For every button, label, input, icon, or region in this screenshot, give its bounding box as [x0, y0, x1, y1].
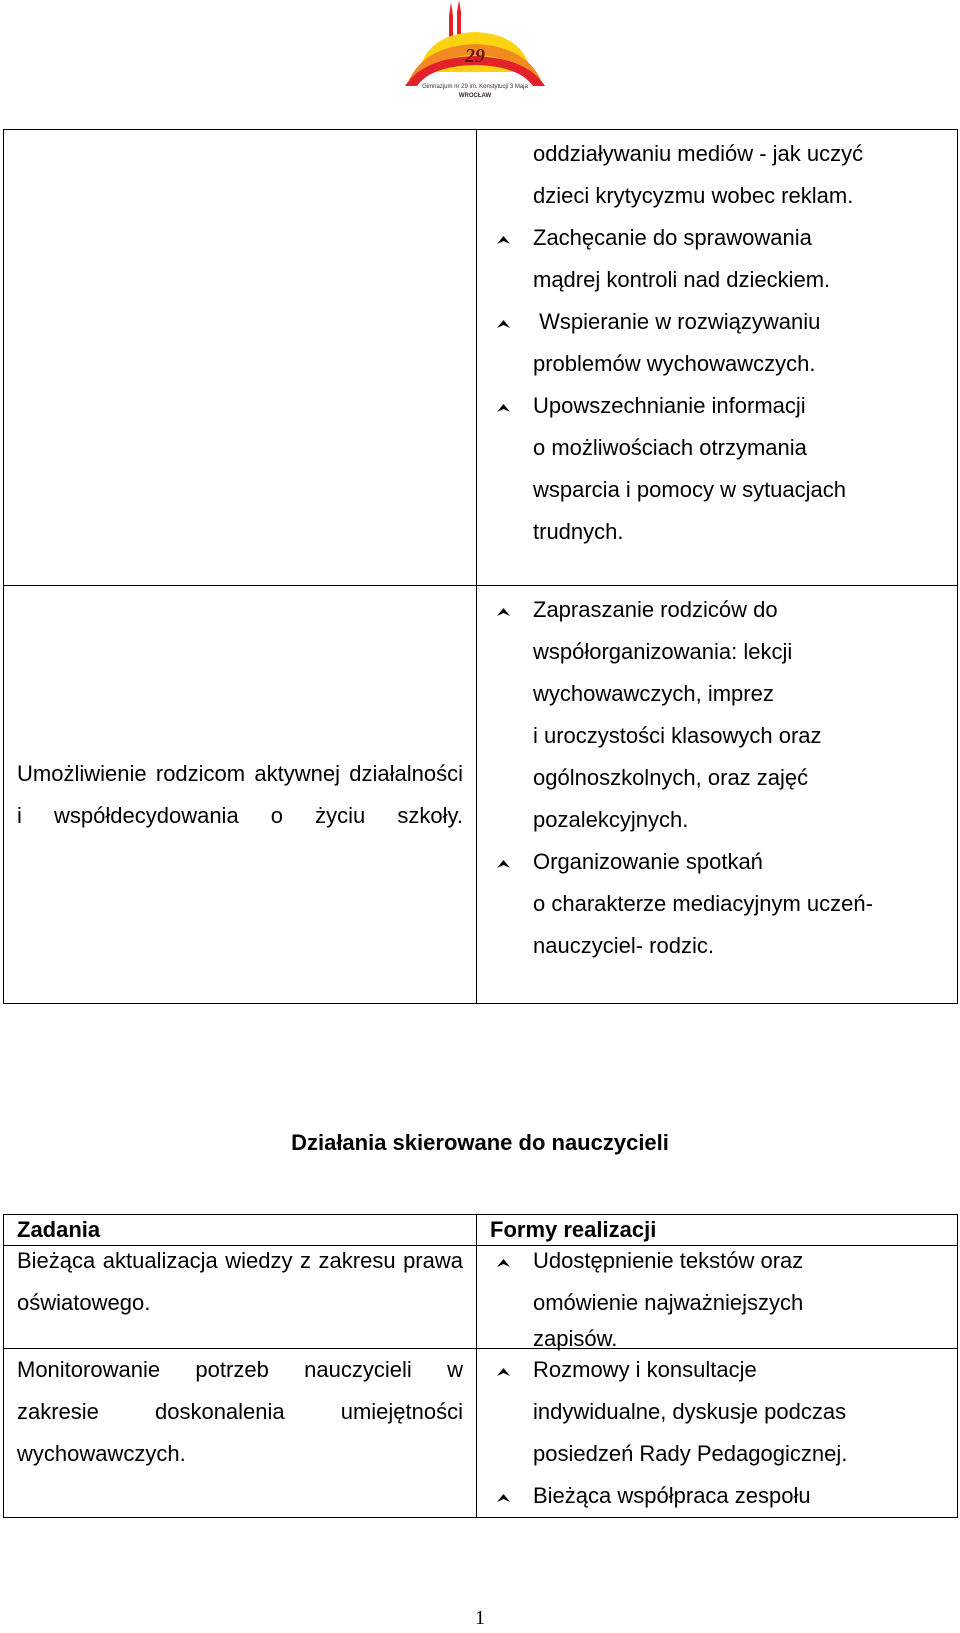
task-text: Monitorowanie potrzeb nauczycieli w zakresie doskonalenia umiejętności wychowawczych. — [17, 1357, 463, 1466]
school-logo — [405, 0, 555, 100]
list-item: Bieżąca współpraca zespołu — [533, 1475, 957, 1517]
bullet-icon — [497, 1494, 510, 1502]
header-forms: Formy realizacji — [477, 1215, 958, 1246]
bullet-icon — [497, 1368, 510, 1376]
page-number: 1 — [475, 1607, 485, 1629]
list-item: Organizowanie spotkań o charakterze mediacyjnym uczeń- nauczyciel- rodzic. — [533, 841, 957, 967]
task-text: Bieżąca aktualizacja wiedzy z zakresu prawa oświatowego. — [17, 1248, 463, 1315]
task-cell — [4, 1349, 477, 1518]
table-row — [4, 1246, 958, 1349]
forms-cell — [477, 586, 958, 1004]
logo-arc-text: Gimnazjum nr 29 im. Konstytucji 3 Maja — [422, 84, 528, 90]
header-tasks: Zadania — [4, 1215, 477, 1246]
task-cell-empty — [4, 130, 477, 586]
bullet-icon — [497, 608, 510, 616]
bullet-list — [477, 217, 957, 553]
list-item: Udostępnienie tekstów oraz omówienie najważniejszych zapisów. — [533, 1240, 957, 1348]
list-item: Upowszechnianie informacji o możliwościach otrzymania wsparcia i pomocy w sytuacjach trudnych. — [533, 385, 957, 553]
table-row — [4, 1349, 958, 1518]
section-heading: Działania skierowane do nauczycieli — [291, 1130, 669, 1155]
bullet-icon — [497, 404, 510, 412]
logo-city: WROCŁAW — [458, 93, 492, 99]
bullet-list — [477, 589, 957, 967]
bullet-icon — [497, 860, 510, 868]
table-row — [4, 586, 958, 1004]
forms-cell — [477, 1349, 958, 1518]
bullet-list — [477, 1240, 957, 1351]
list-item: Rozmowy i konsultacje indywidualne, dyskusje podczas posiedzeń Rady Pedagogicznej. — [533, 1349, 957, 1475]
list-item: Zapraszanie rodziców do współorganizowania: lekcji wychowawczych, imprez i uroczystości klasowych oraz ogólnoszkolnych, oraz zajęć pozalekcyjnych. — [533, 589, 957, 841]
forms-cell — [477, 130, 958, 586]
list-item: Zachęcanie do sprawowania mądrej kontroli nad dzieckiem. — [533, 217, 957, 301]
logo-number: 29 — [465, 45, 485, 67]
bullet-icon — [497, 320, 510, 328]
task-cell — [4, 586, 477, 1004]
bullet-icon — [497, 1259, 510, 1267]
list-item: Wspieranie w rozwiązywaniu problemów wychowawczych. — [533, 301, 957, 385]
teachers-actions-table — [3, 1214, 958, 1518]
bullet-icon — [497, 236, 510, 244]
forms-cell — [477, 1246, 958, 1349]
bullet-list — [477, 1349, 957, 1517]
task-text: Umożliwienie rodzicom aktywnej działalności i współdecydowania o życiu szkoły. — [17, 760, 463, 828]
table-row — [4, 130, 958, 586]
continuation-text: oddziaływaniu mediów - jak uczyć dzieci krytycyzmu wobec reklam. — [533, 141, 864, 208]
task-cell — [4, 1246, 477, 1349]
parents-actions-table — [3, 129, 958, 1004]
